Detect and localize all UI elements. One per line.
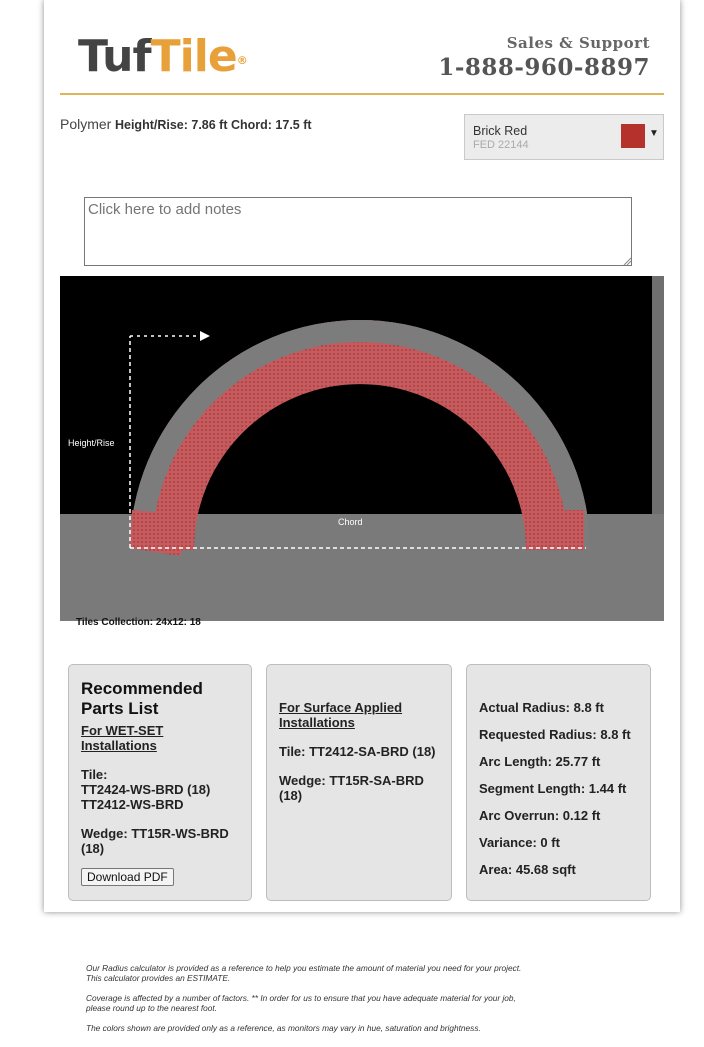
resize-grip-icon[interactable] [622,256,632,266]
arc-stats-panel [466,664,651,901]
requested-radius: Requested Radius: 8.8 ft [479,727,631,742]
header-divider [60,93,664,95]
tile-part-2: TT2412-WS-BRD [81,797,184,812]
recommended-parts-panel [68,664,252,901]
registered-mark: ® [236,54,247,67]
color-swatch [621,124,645,148]
caret-down-icon[interactable]: ▼ [649,128,659,139]
right-wall [652,276,664,514]
chord-label: Chord [338,517,363,527]
disclaimer-line-1: Our Radius calculator is provided as a reference to help you estimate the amount of material you need for your project. [86,963,522,973]
logo-tile: Tile [150,31,237,82]
arch-spec [60,116,312,132]
height-rise-label: Height/Rise [68,438,115,448]
calculator-card [44,0,680,912]
disclaimer-line-4: please round up to the nearest foot. [86,1003,218,1013]
color-code: FED 22144 [473,139,529,151]
support-phone[interactable]: 1-888-960-8897 [438,54,650,81]
dimension-summary: Height/Rise: 7.86 ft Chord: 17.5 ft [114,118,312,132]
disclaimer-line-3: Coverage is affected by a number of factors. ** In order for us to ensure that you have adequate material for your job, [86,993,516,1003]
logo-tuf: Tuf [78,31,151,82]
tuftile-logo[interactable] [78,32,247,82]
tiles-collection-label: Tiles Collection: 24x12: 18 [76,617,201,628]
notes-textarea[interactable] [84,197,632,266]
right-leg-texture [526,510,584,550]
arch-drawing [60,276,664,628]
color-select[interactable] [464,114,664,160]
area: Area: 45.68 sqft [479,862,576,877]
disclaimer-line-5: The colors shown are provided only as a reference, as monitors may vary in hue, saturation and brightness. [86,1023,481,1033]
tile-part-1: TT2424-WS-BRD (18) [81,782,211,797]
parts-title: Recommended Parts List [81,679,203,718]
actual-radius: Actual Radius: 8.8 ft [479,700,604,715]
surface-tile-part: Tile: TT2412-SA-BRD (18) [279,744,436,759]
material-label: Polymer [60,116,112,132]
arc-length: Arc Length: 25.77 ft [479,754,601,769]
arch-diagram [60,276,664,628]
disclaimer-line-2: This calculator provides an ESTIMATE. [86,973,231,983]
segment-length: Segment Length: 1.44 ft [479,781,627,796]
sales-support [438,34,650,81]
surface-applied-panel [266,664,452,901]
tile-label: Tile: [81,767,108,782]
surface-applied-link[interactable]: For Surface Applied Installations [279,700,403,730]
download-pdf-button[interactable]: Download PDF [81,868,174,886]
support-label: Sales & Support [506,34,650,52]
arc-overrun: Arc Overrun: 0.12 ft [479,808,601,823]
wedge-part: Wedge: TT15R-WS-BRD (18) [81,826,229,856]
wetset-link[interactable]: For WET-SET Installations [81,723,164,753]
variance: Variance: 0 ft [479,835,560,850]
surface-wedge-part: Wedge: TT15R-SA-BRD (18) [279,773,424,803]
color-name: Brick Red [473,124,528,138]
